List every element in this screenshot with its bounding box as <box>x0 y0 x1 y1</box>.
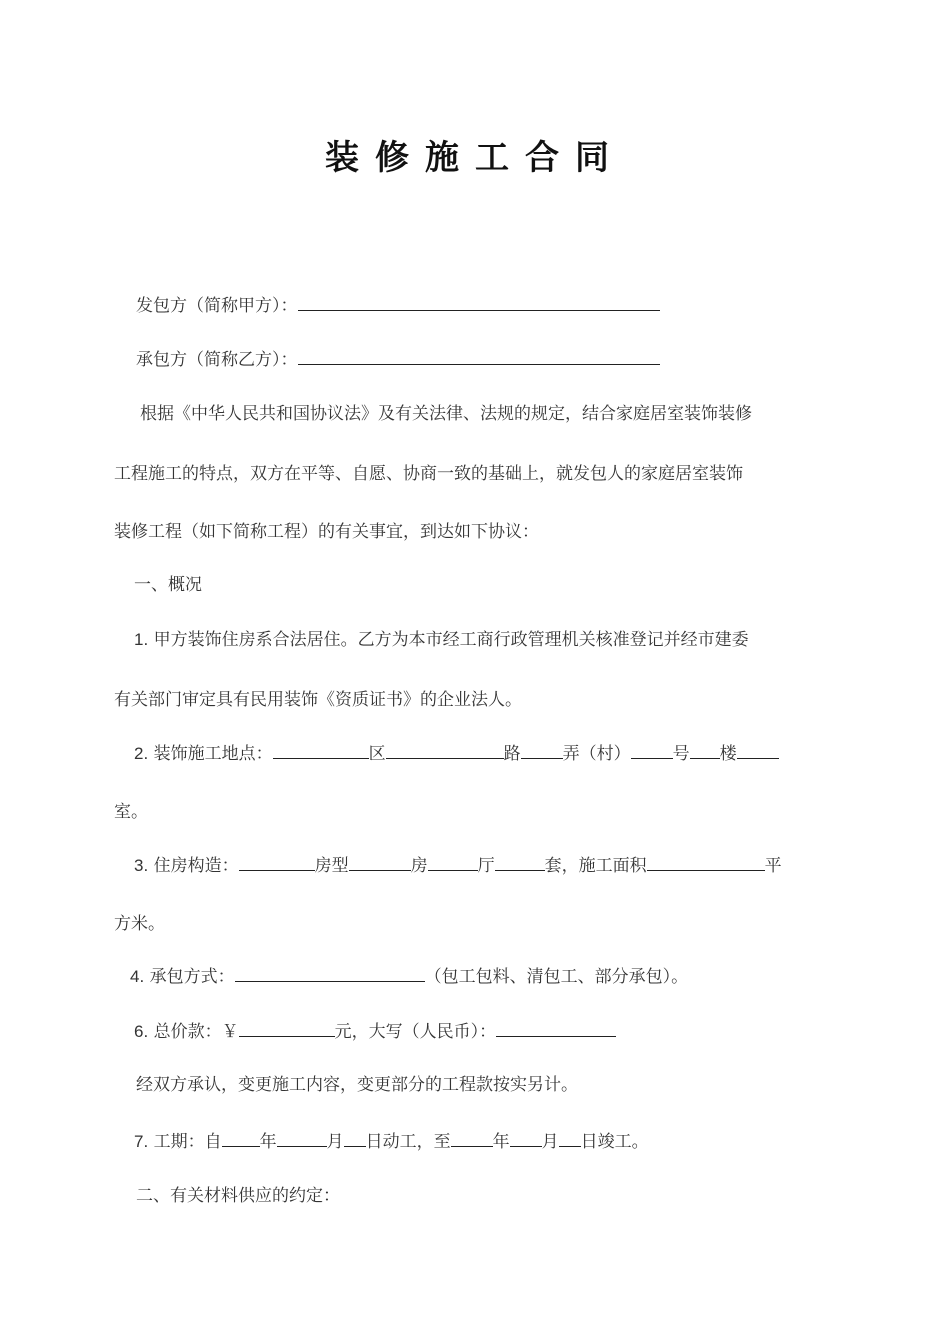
party-a-line <box>136 292 660 318</box>
intro-line-3: 装修工程（如下简称工程）的有关事宜，到达如下协议： <box>114 522 539 542</box>
road-label: 路 <box>503 744 521 764</box>
section-1-heading: 一、概况 <box>134 575 202 595</box>
end-label: 日竣工。 <box>580 1132 649 1152</box>
room-blank <box>737 740 779 759</box>
item-4-number: 4. <box>130 967 145 986</box>
halls-label: 厅 <box>477 856 495 876</box>
contract-method-blank <box>235 963 425 982</box>
area-unit-label: 平 <box>764 856 782 876</box>
item-7-number: 7. <box>134 1132 149 1151</box>
item-6-note: 经双方承认，变更施工内容，变更部分的工程款按实另计。 <box>136 1075 578 1095</box>
section-2-heading: 二、有关材料供应的约定： <box>136 1186 340 1206</box>
building-blank <box>690 740 720 759</box>
item-7-line <box>134 1128 649 1154</box>
area-blank <box>647 852 765 871</box>
party-a-blank <box>298 292 660 311</box>
item-3-label: 住房构造： <box>153 856 239 876</box>
rooms-label: 房 <box>410 856 428 876</box>
building-label: 楼 <box>719 744 737 764</box>
item-2-label: 装饰施工地点： <box>153 744 273 764</box>
start-year-blank <box>222 1128 260 1147</box>
item-2-number: 2. <box>134 744 149 763</box>
start-month-label: 月 <box>326 1132 344 1152</box>
sets-label: 套，施工面积 <box>544 856 647 876</box>
item-6-line <box>134 1018 616 1044</box>
start-month-blank <box>277 1128 327 1147</box>
intro-line-1: 根据《中华人民共和国协议法》及有关法律、法规的规定，结合家庭居室装饰装修 <box>140 404 752 424</box>
price-blank <box>239 1018 335 1037</box>
document-title: 装修施工合同 <box>325 138 625 178</box>
item-1-number: 1. <box>134 630 149 649</box>
road-blank <box>386 740 504 759</box>
district-blank <box>273 740 369 759</box>
item-6-label: 总价款：￥ <box>153 1022 239 1042</box>
lane-label: 弄（村） <box>562 744 631 764</box>
item-6-yuan: 元，大写（人民币）： <box>334 1022 497 1042</box>
end-month-blank <box>510 1128 542 1147</box>
item-2-room: 室。 <box>114 802 148 822</box>
item-2-line <box>134 740 779 766</box>
party-b-label: 承包方（简称乙方）： <box>136 350 298 370</box>
item-3-line <box>134 852 782 878</box>
lane-blank <box>521 740 563 759</box>
item-6-number: 6. <box>134 1022 149 1041</box>
end-year-blank <box>451 1128 493 1147</box>
end-year-label: 年 <box>492 1132 510 1152</box>
start-label: 日动工，至 <box>365 1132 451 1152</box>
end-day-blank <box>559 1128 581 1147</box>
price-words-blank <box>496 1018 616 1037</box>
item-3-unit: 方米。 <box>114 914 165 934</box>
sets-blank <box>495 852 545 871</box>
item-1-text: 甲方装饰住房系合法居住。乙方为本市经工商行政管理机关核准登记并经市建委 <box>153 630 749 650</box>
start-day-blank <box>344 1128 366 1147</box>
item-4-options: （包工包料、清包工、部分承包）。 <box>424 967 689 987</box>
party-b-blank <box>298 346 660 365</box>
item-7-label: 工期：自 <box>153 1132 222 1152</box>
item-1-line-2: 有关部门审定具有民用装饰《资质证书》的企业法人。 <box>114 690 522 710</box>
item-3-number: 3. <box>134 856 149 875</box>
type-label: 房型 <box>314 856 349 876</box>
end-month-label: 月 <box>541 1132 559 1152</box>
rooms-blank <box>349 852 411 871</box>
party-b-line <box>136 346 660 372</box>
structure-blank <box>239 852 315 871</box>
district-label: 区 <box>368 744 386 764</box>
item-4-label: 承包方式： <box>149 967 235 987</box>
number-label: 号 <box>672 744 690 764</box>
halls-blank <box>428 852 478 871</box>
item-4-line <box>130 963 688 989</box>
intro-line-2: 工程施工的特点，双方在平等、自愿、协商一致的基础上，就发包人的家庭居室装饰 <box>114 464 743 484</box>
number-blank <box>631 740 673 759</box>
item-1-line-1 <box>134 628 749 652</box>
start-year-label: 年 <box>259 1132 277 1152</box>
party-a-label: 发包方（简称甲方）： <box>136 296 298 316</box>
